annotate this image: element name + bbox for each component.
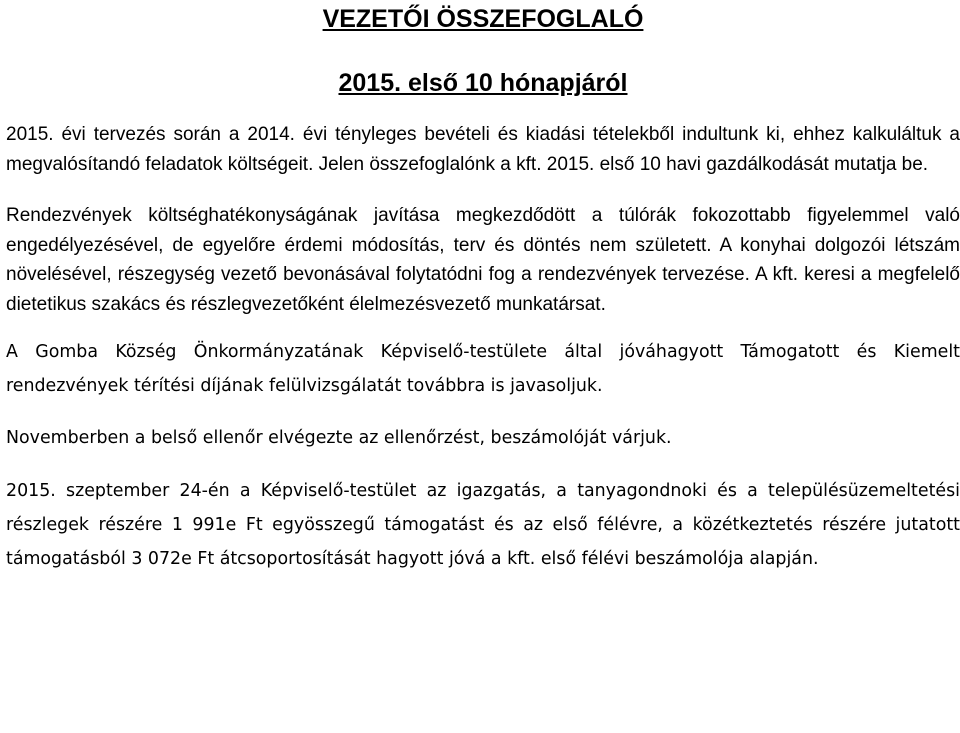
document-page (6, 0, 960, 576)
paragraph-subsidy: 2015. szeptember 24-én a Képviselő-testület az igazgatás, a tanyagondnoki és a településüzemeltetési részlegek részére 1 991e Ft egyösszegű támogatást és az első félévre, a közétkeztetés részére jutatott támogatásból 3 072e Ft átcsoportosítását hagyott jóvá a kft. első félévi beszámolója alapján. (6, 481, 960, 569)
document-subtitle: 2015. első 10 hónapjáról (338, 69, 628, 97)
paragraph-planning: 2015. évi tervezés során a 2014. évi tényleges bevételi és kiadási tételekből indultunk ki, ehhez kalkuláltuk a megvalósítandó feladatok költségeit. Jelen összefoglalónk a kft. 2015. első 10 havi gazdálkodását mutatja be. (6, 124, 960, 175)
paragraph-events-cost: Rendezvények költséghatékonyságának javítása megkezdődött a túlórák fokozottabb figyelemmel való engedélyezésével, de egyelőre érdemi módosítás, terv és döntés nem született. A konyhai dolgozói létszám növelésével, részegység vezető bevonásával folytatódni fog a rendezvények tervezése. A kft. keresi a megfelelő dietetikus szakács és részlegvezetőként élelmezésvezető munkatársat. (6, 205, 960, 315)
document-title: VEZETŐI ÖSSZEFOGLALÓ (322, 5, 644, 33)
paragraph-audit: Novemberben a belső ellenőr elvégezte az ellenőrzést, beszámolóját várjuk. (6, 428, 672, 448)
paragraph-fee-review: A Gomba Község Önkormányzatának Képviselő-testülete által jóváhagyott Támogatott és Kiemelt rendezvények térítési díjának felülvizsgálatát továbbra is javasoljuk. (6, 342, 960, 396)
